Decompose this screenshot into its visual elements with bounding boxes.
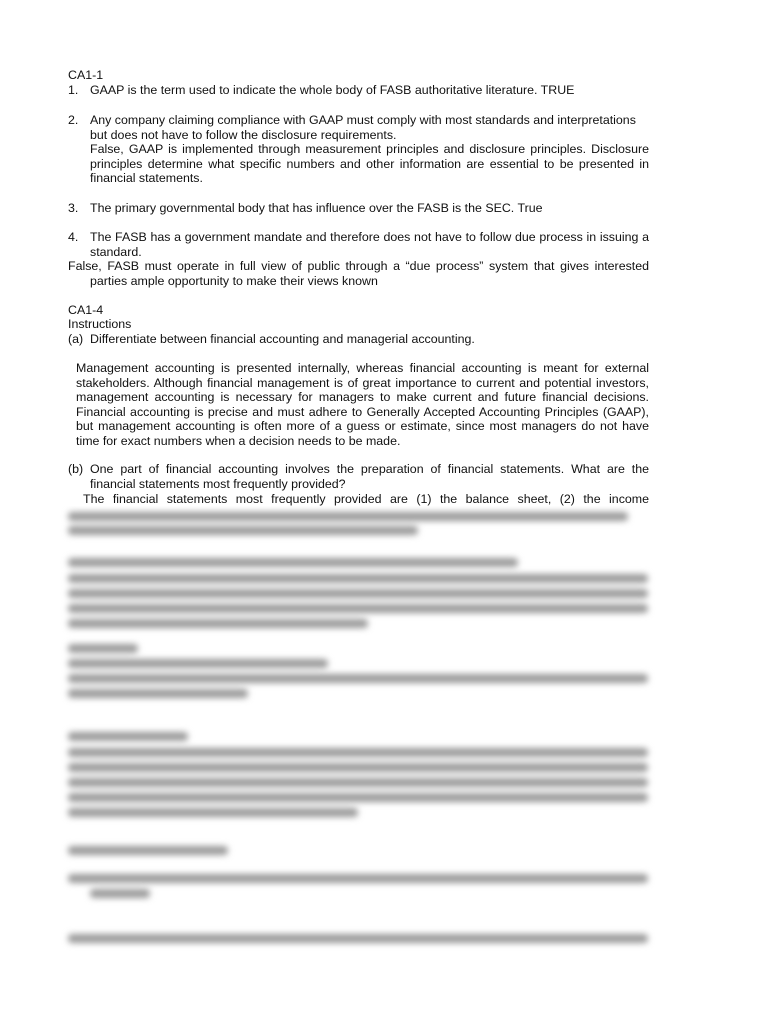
question-text: The FASB has a government mandate and therefore does not have to follow due process in issuing a standard. [90, 230, 649, 259]
question-1 [68, 83, 628, 98]
section-heading-ca1-4: CA1-4 [68, 303, 104, 317]
question-4 [68, 230, 649, 260]
question-3 [68, 201, 649, 216]
answer-4: False, FASB must operate in full view of public through a “due process” system that gives interested parties ample opportunity to make their views known [68, 259, 649, 288]
question-number: 4. [68, 230, 79, 244]
question-b [68, 462, 649, 492]
question-text: The primary governmental body that has influence over the FASB is the SEC. True [90, 201, 543, 215]
question-2 [68, 113, 649, 128]
instructions-label: Instructions [68, 317, 132, 331]
question-a [68, 332, 649, 347]
question-text: Differentiate between financial accounting and managerial accounting. [90, 332, 475, 346]
question-label: (b) [68, 462, 84, 476]
question-label: (a) [68, 332, 84, 346]
question-text-line2: but does not have to follow the disclosure requirements. [90, 128, 397, 142]
answer-b: The financial statements most frequently provided are (1) the balance sheet, (2) the income [83, 492, 649, 506]
question-text: GAAP is the term used to indicate the whole body of FASB authoritative literature. TRUE [90, 83, 575, 97]
question-number: 2. [68, 113, 79, 127]
question-number: 1. [68, 83, 79, 97]
blurred-content-overlay [0, 506, 784, 1015]
question-text: One part of financial accounting involves the preparation of financial statements. What are the financial statements most frequently provided? [90, 462, 649, 491]
section-heading-ca1-1: CA1-1 [68, 68, 104, 82]
answer-a: Management accounting is presented internally, whereas financial accounting is meant for external stakeholders. Although financial management is of great importance to current and potential investors, management accounting is necessary for managers to make current and future financial decisions. Financial accounting is precise and must adhere to Generally Accepted Accounting Principles (GAAP), but management accounting is often more of a guess or estimate, since most managers do not have time for exact numbers when a decision needs to be made. [76, 361, 649, 448]
question-text-line1: Any company claiming compliance with GAAP must comply with most standards and interpretations [90, 113, 636, 127]
question-number: 3. [68, 201, 79, 215]
answer-2: False, GAAP is implemented through measurement principles and disclosure principles. Disclosure principles determine what specific numbers and other information are essential to be presented in financial statements. [90, 142, 649, 186]
